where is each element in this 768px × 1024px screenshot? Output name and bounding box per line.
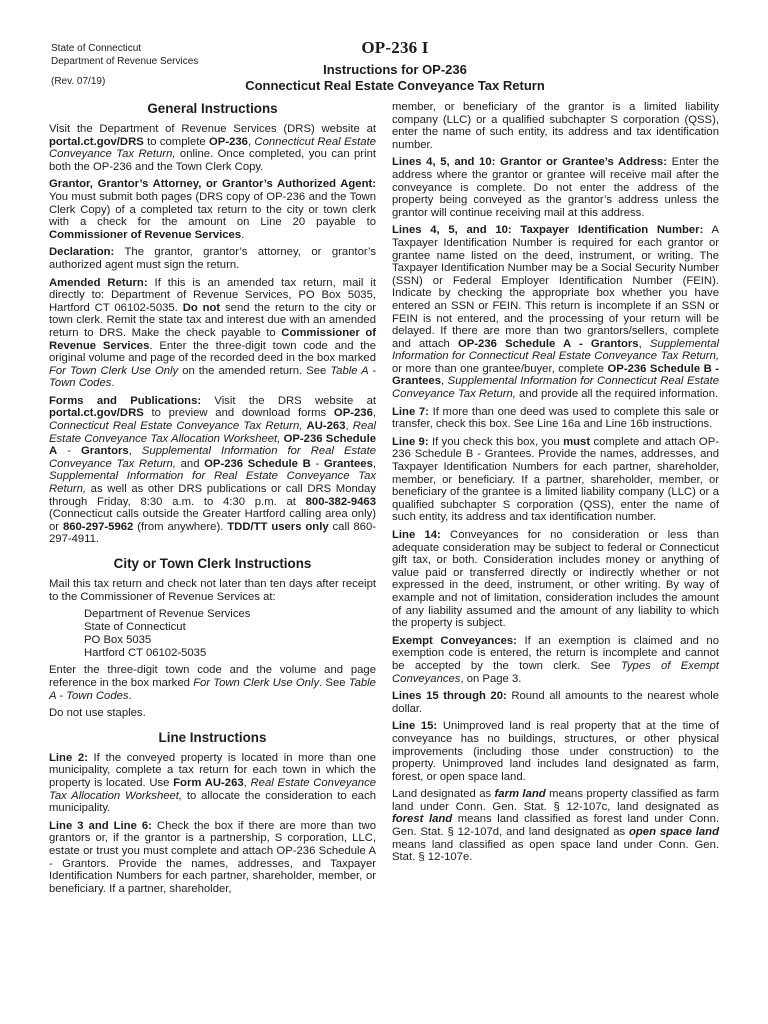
right-column [392,101,719,869]
grantee-address-paragraph: Lines 4, 5, and 10: Grantor or Grantee’s Address: Enter the address where the grantor or grantee will receive mail after the conveyance is complete. Do not enter the address of the property being conveyed as the grantor’s address unless the grantor will continue receiving mail at this address. [392,156,720,219]
clerk-enter-paragraph: Enter the three-digit town code and the volume and page reference in the box marked For Town Clerk Use Only. See Table A - Town Codes. [49,664,376,702]
left-column [49,101,376,895]
clerk-instructions-heading: City or Town Clerk Instructions [113,556,312,571]
line14-paragraph: Line 14: Conveyances for no consideration or less than adequate consideration may be subject to federal or Connecticut gift tax, or both. Consideration includes money or anything of value paid or transferred directly or indirectly whether or not expressed in the deed, instrument, or other writing. By way of example and not of limitation, consideration includes the amount of any liability assumed and the amount of any liability to which the property is subject. [392,529,719,630]
mailing-address [84,608,376,659]
clerk-mail-paragraph: Mail this tax return and check not later than ten days after receipt to the Commissioner of Revenue Services at: [49,578,376,603]
declaration-paragraph: Declaration: The grantor, grantor’s attorney, or grantor’s authorized agent must sign the return. [49,246,376,271]
line3-continued: member, or beneficiary of the grantor is a limited liability company (LLC) or a qualified subchapter S corporation (QSS), enter the name of such entity, its address and tax identification number. [392,101,719,151]
lines15-20-paragraph: Lines 15 through 20: Round all amounts to the nearest whole dollar. [392,690,719,715]
line2-paragraph: Line 2: If the conveyed property is located in more than one municipality, complete a tax return for each town in which the property is located. Use Form AU-263, Real Estate Conveyance Tax Allocation Worksheet, to allocate the consideration to each municipality. [49,751,377,815]
forms-publications-paragraph: Forms and Publications: Visit the DRS website at portal.ct.gov/DRS to preview and download forms OP-236, Connecticut Real Estate Conveyance Tax Return, AU-263, Real Estate Conveyance Tax Allocation Worksheet, OP-236 Schedule A - Grantors, Supplemental Information for Real Estate Conveyance Tax Return, and OP-236 Schedule B - Grantees, Supplemental Information for Real Estate Conveyance Tax Return, as well as other DRS publications or call DRS Monday through Friday, 8:30 a.m. to 4:30 p.m. at 800-382-9463 (Connecticut calls outside the Greater Hartford calling area only) or 860-297-5962 (from anywhere). TDD/TT users only call 860-297-4911. [49,394,377,546]
form-number: OP-236 I [361,38,429,57]
land-designation-paragraph: Land designated as farm land means property classified as farm land under Conn. Gen. Stat. § 12-107c, land designated as forest land means land classified as forest land under Conn. Gen. Stat. § 12-107d, and land designated as open space land means land classified as open space land under Conn. Gen. Stat. § 12-107e. [392,788,720,864]
agency-department: Department of Revenue Services [51,55,199,67]
address-line: PO Box 5035 [84,633,152,646]
line3-text: Check the box if there are more than two grantors or, if the grantor is a partnership, S corporation, LLC, estate or trust you must complete and attach OP-236 Schedule A - Grantors. Provide the names, addresses, and Taxpayer Identification Numbers for each partner, shareholder, member, or beneficiary. If a partner, shareholder, [49,819,377,895]
general-visit-paragraph: Visit the Department of Revenue Services (DRS) website at portal.ct.gov/DRS to complete OP-236, Connecticut Real Estate Conveyance Tax Return, online. Once completed, you can print both the OP-236 and the Town Clerk Copy. [49,123,376,173]
line-instructions-heading: Line Instructions [158,729,267,745]
amended-return-paragraph: Amended Return: If this is an amended tax return, mail it directly to: Department of Revenue Services, PO Box 5035, Hartford CT 06102-5035. Do not send the return to the city or town clerk. Remit the state tax and interest due with an amended return to DRS. Make the check payable to Commissioner of Revenue Services. Enter the three-digit town code and the original volume and page of the recorded deed in the box marked For Town Clerk Use Only on the amended return. See Table A - Town Codes. [49,276,377,390]
agency-header [51,43,198,89]
line7-paragraph: Line 7: If more than one deed was used to complete this sale or transfer, check this box. See Line 16a and Line 16b instructions. [392,405,720,431]
line3-paragraph: Line 3 and Line 6: Check the box if there are more than two grantors or, if the grantor is a partnership, S corporation, LLC, estate or trust you must complete and attach OP-236 Schedule A - Grantors. Provide the names, addresses, and Taxpayer Identification Numbers for each partner, shareholder, member, or beneficiary. If a partner, shareholder, [49,819,377,895]
general-instructions-heading: General Instructions [147,101,278,116]
agency-state: State of Connecticut [51,43,142,54]
line15-paragraph: Line 15: Unimproved land is real property that at the time of conveyance has no buildings, structures, or other physical improvements (including those under construction) to the property. Unimproved land includes land designated as farm, forest, or open space land. [392,720,719,783]
grantor-paragraph: Grantor, Grantor’s Attorney, or Grantor’s Authorized Agent: You must submit both pages (DRS copy of OP-236 and the Town Clerk Copy) of a completed tax return to the city or town clerk with a check for the amount on Line 20 payable to Commissioner of Revenue Services. [49,178,376,241]
tin-paragraph: Lines 4, 5, and 10: Taxpayer Identification Number: A Taxpayer Identification Number is required for each grantor or grantee name listed on the deed, instrument, or writing. The Taxpayer Identification Number may be a Social Security Number (SSN) or Federal Employer Identification Number (FEIN). Indicate by checking the appropriate box whether you have entered an SSN or FEIN. This return is incomplete if an SSN or FEIN is not entered, and the processing of your return will be delayed. If there are more than two grantors/sellers, complete and attach OP-236 Schedule A - Grantors, Supplemental Information for Connecticut Real Estate Conveyance Tax Return, or more than one grantee/buyer, complete OP-236 Schedule B - Grantees, Supplemental Information for Connecticut Real Estate Conveyance Tax Return, and provide all the required information. [392,224,720,401]
drs-portal-link: portal.ct.gov/DRS [49,135,144,148]
form-title-line1: Instructions for OP-236 [323,62,467,77]
form-title [200,62,590,93]
address-line: Department of Revenue Services [84,608,251,621]
staples-note: Do not use staples. [49,707,146,720]
exempt-conveyances-paragraph: Exempt Conveyances: If an exemption is claimed and no exemption code is entered, the return is incomplete and cannot be accepted by the town clerk. See Types of Exempt Conveyances, on Page 3. [392,634,719,685]
address-line: State of Connecticut [84,620,186,633]
line9-paragraph: Line 9: If you check this box, you must complete and attach OP-236 Schedule B - Grantees. Provide the names, addresses, and Taxpayer Identification Numbers for each partner, shareholder, member, or beneficiary. If a partner, shareholder, member, or beneficiary of the grantee is a limited liability company (LLC) or a qualified subchapter S corporation (QSS), enter the name of such entity, its address and tax identification number. [392,435,719,524]
form-title-line2: Connecticut Real Estate Conveyance Tax Return [245,77,545,93]
revision-date: (Rev. 07/19) [51,76,106,87]
address-line: Hartford CT 06102-5035 [84,646,207,659]
